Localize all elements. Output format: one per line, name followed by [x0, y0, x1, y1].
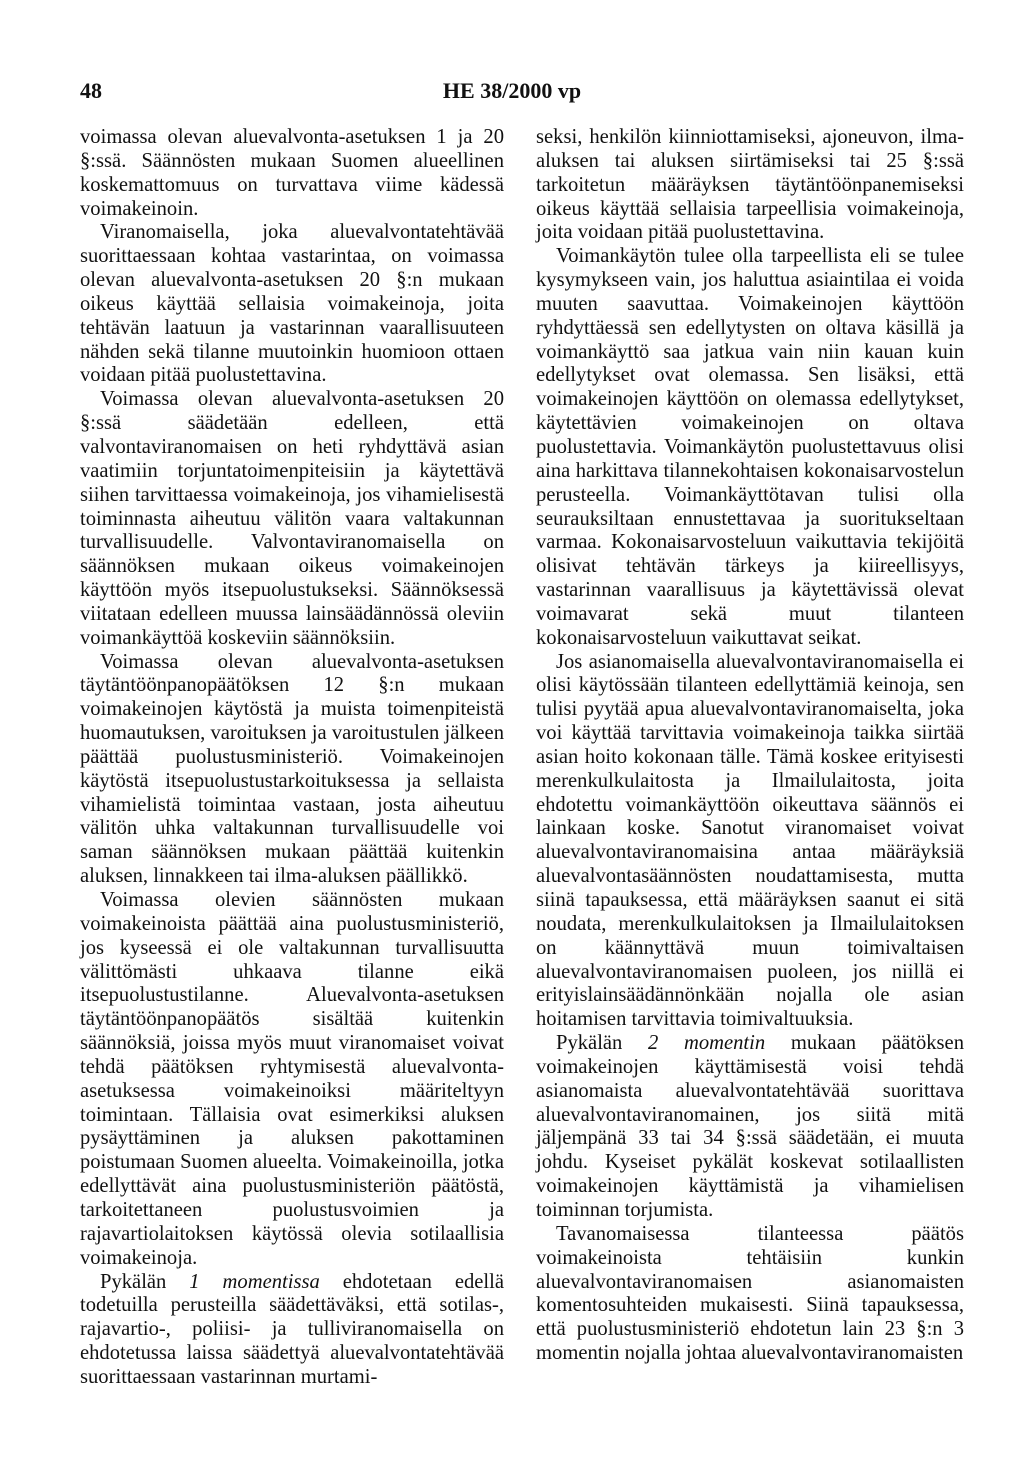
- paragraph-rest: ehdotetaan edellä todetuilla perusteilla säädettäväksi, että sotilas-, rajavartio-, poliisi- ja tulliviranomaisella on ehdotetussa laissa säädettyä aluevalvontatehtävää suorittaessaan vastarinnan murtami-: [80, 1270, 504, 1388]
- paragraph: Voimassa olevien säännösten mukaan voimakeinoista päättää aina puolustusministeriö, jos kyseessä ei ole valtakunnan turvallisuutta välittömästi uhkaava tilanne eikä itsepuolustustilanne. Aluevalvonta-asetuksen täytäntöönpanopäätös sisältää kuitenkin säännöksiä, joissa myös muut viranomaiset voivat tehdä päätöksen ryhtymisestä aluevalvonta-asetuksessa voimakeinoiksi määriteltyyn toimintaan. Tällaisia ovat esimerkiksi aluksen pysäyttäminen ja aluksen pakottaminen poistumaan Suomen alueelta. Voimakeinoilla, jotka edellyttävät aina puolustusministeriön päätöstä, tarkoitettaneen puolustusvoimien ja rajavartiolaitoksen käytössä olevia sotilaallisia voimakeinoja.: [80, 889, 504, 1269]
- paragraph-lead: Pykälän: [100, 1270, 167, 1293]
- paragraph-rest: mukaan päätöksen voimakeinojen käyttämisestä voisi tehdä asianomaista aluevalvontatehtävää suorittava aluevalvontaviranomainen, jos siitä mitä jäljempänä 33 tai 34 §:ssä säädetään, ei muuta johdu. Kyseiset pykälät koskevat sotilaallisten voimakeinojen käyttämistä ja vihamielisen toiminnan torjumista.: [536, 1032, 964, 1221]
- paragraph-italic-term: 2 momentin: [648, 1032, 766, 1055]
- paragraph: [80, 1271, 504, 1390]
- paragraph-lead: Pykälän: [556, 1032, 648, 1055]
- paragraph: Voimankäytön tulee olla tarpeellista eli se tulee kysymykseen vain, jos haluttua asiaintilaa ei voida muuten saavuttaa. Voimakeinojen käyttöön ryhdyttäessä sen edellytysten on oltava käsillä ja voimankäyttö saa jatkua vain niin kauan kuin edellytykset ovat olemassa. Sen lisäksi, että voimakeinojen käyttöön on olemassa edellytykset, käytettävien voimakeinojen on oltava puolustettavia. Voimankäytön puolustettavuus olisi aina harkittava tilannekohtaisen kokonaisarvostelun perusteella. Voimankäyttötavan tulisi olla seurauksiltaan ennustettavaa ja suoritukseltaan varmaa. Kokonaisarvosteluun vaikuttavia tekijöitä olisivat tehtävän tärkeys ja kiireellisyys, vastarinnan vaarallisuus ja käytettävissä olevat voimavarat sekä muut tilanteen kokonaisarvosteluun vaikuttavat seikat.: [536, 245, 964, 649]
- paragraph: seksi, henkilön kiinniottamiseksi, ajoneuvon, ilma-aluksen tai aluksen siirtämiseksi tai 25 §:ssä tarkoitetun määräyksen täytäntöönpanemiseksi oikeus käyttää sellaisia tarpeellisia voimakeinoja, joita voidaan pitää puolustettavina.: [536, 126, 964, 244]
- paragraph: Viranomaisella, joka aluevalvontatehtävää suorittaessaan kohtaa vastarintaa, on voimassa olevan aluevalvonta-asetuksen 20 §:n mukaan oikeus käyttää sellaisia voimakeinoja, joita tehtävän laatuun ja vastarinnan vaarallisuuteen nähden sekä tilanne muutoinkin huomioon ottaen voidaan pitää puolustettavina.: [80, 221, 504, 387]
- left-column: [80, 126, 504, 1390]
- paragraph: Tavanomaisessa tilanteessa päätös voimakeinoista tehtäisiin kunkin aluevalvontaviranomaisen asianomaisten komentosuhteiden mukaisesti. Siinä tapauksessa, että puolustusministeriö ehdotetun lain 23 §:n 3 momentin nojalla johtaa aluevalvontaviranomaisten: [536, 1222, 964, 1365]
- paragraph: Jos asianomaisella aluevalvontaviranomaisella ei olisi käytössään tilanteen edellyttämiä keinoja, sen tulisi pyytää apua aluevalvontaviranomaiselta, joka voi käyttää tarvittavia voimakeinoja taikka siirtää asian hoito kokonaan tälle. Tämä koskee erityisesti merenkulkulaitosta ja Ilmailulaitosta, joita ehdotettu voimankäyttöön oikeuttava säännös ei lainkaan koske. Sanotut viranomaiset voivat aluevalvontaviranomaisina antaa määräyksiä aluevalvontasäännösten noudattamisesta, mutta siinä tapauksessa, että määräyksen saanut ei sitä noudata, merenkulkulaitoksen ja Ilmailulaitoksen on käännyttävä muun toimivaltaisen aluevalvontaviranomaisen puoleen, jos niillä ei erityislainsäädännönkään nojalla ole asian hoitamisen tarvittavia toimivaltuuksia.: [536, 650, 964, 1031]
- paragraph: Voimassa olevan aluevalvonta-asetuksen täytäntöönpanopäätöksen 12 §:n mukaan voimakeinojen käytöstä ja muista toimenpiteistä huomautuksen, varoituksen ja varoitustulen jälkeen päättää puolustusministeriö. Voimakeinojen käytöstä itsepuolustustarkoituksessa ja sellaista vihamielistä toimintaa vastaan, josta aiheutuu välitön uhka valtakunnan turvallisuudelle voi saman säännöksen mukaan päättää kuitenkin aluksen, linnakkeen tai ilma-aluksen päällikkö.: [80, 650, 504, 888]
- paragraph-italic-term: 1 momentissa: [189, 1270, 320, 1293]
- page-number: 48: [80, 78, 102, 103]
- paragraph: Voimassa olevan aluevalvonta-asetuksen 20 §:ssä säädetään edelleen, että valvontaviranomaisen on heti ryhdyttävä asian vaatimiin torjuntatoimenpiteisiin ja käytettävä siihen tarvittaessa voimakeinoja, jos vihamielisestä toiminnasta aiheutuu välitön vaara valtakunnan turvallisuudelle. Valvontaviranomaisella on säännöksen mukaan oikeus voimakeinojen käyttöön myös itsepuolustukseksi. Säännöksessä viitataan edelleen muussa lainsäädännössä oleviin voimankäyttöä koskeviin säännöksiin.: [80, 388, 504, 649]
- right-column: [536, 126, 964, 1366]
- paragraph: [536, 1032, 964, 1223]
- document-id: HE 38/2000 vp: [442, 78, 582, 103]
- paragraph: voimassa olevan aluevalvonta-asetuksen 1 ja 20 §:ssä. Säännösten mukaan Suomen alueellinen koskemattomuus on turvattava viime kädessä voimakeinoin.: [80, 126, 504, 220]
